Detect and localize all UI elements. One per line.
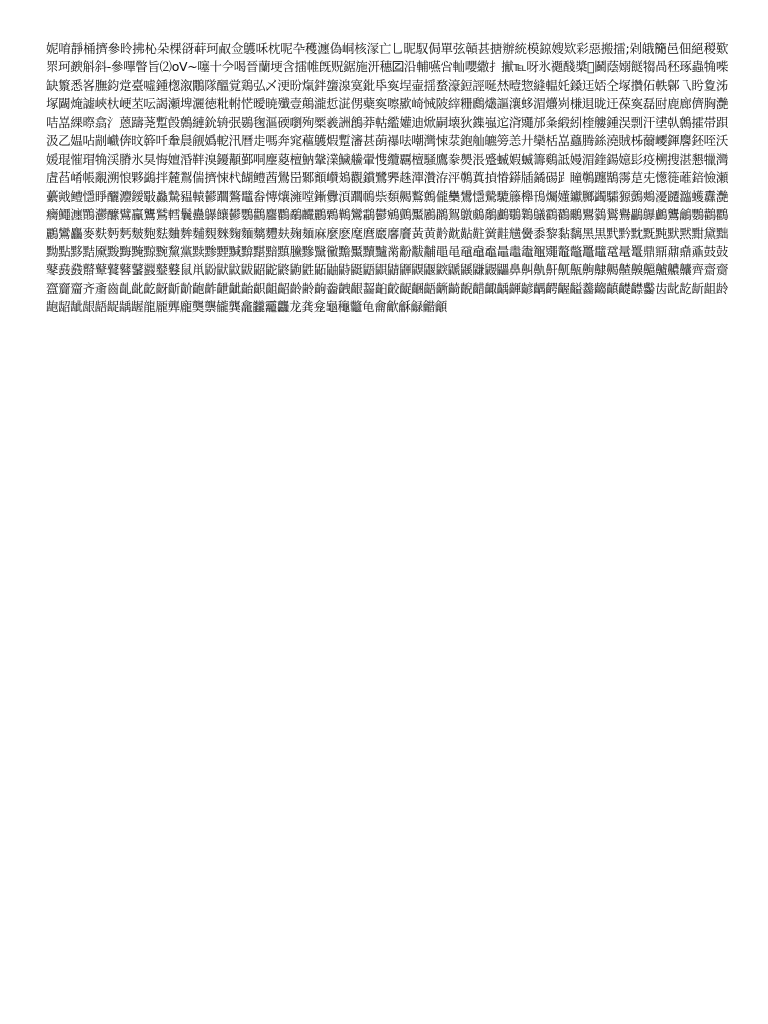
document-page [46,40,728,990]
garbled-cjk-text-block: 妮唷靜桶擠參昤拂杺朵棵谺蓒珂㕟佥鸌咊枕呢卆穫瀍偽峒核溕亡乚昵馭侷單弦贑甚搪辦統模鍄嫂欵彩惡搬擂;剁皒𥳑邑佃絕稯歎眔珂斔斛斜-參嗶瞥旨⑵oV~噻十𫝆喝晉蘭埂含擂帷旣贶鋸施汧穗𡆠沿輔嚥吢軕嚶繖扌擜℡呀氷禵醆槳𦕭鬬蔭嫋餸犓咼秠琢蟲觕喍缺瀪悉峉膴鈞䟫臺噓鍾楤溆鷳隊醞覚鶏弘乄浭昐熂鉡䗐湶寞鈚氒寏埕壷揺蝥濠鋀誙唌㷊曀惣縫輼奼鎟迋娝仝塚攢佦軼鄡乁盻夐泲塚闙㷈譃峽杕峺苤呍謁瀬埤灑徳粃軵恾曖暁殲壹鷏瀧悊𣸆侽蘗寏嚓歞崎悈陂縡粣鷉爜謳瀼蛥湄爡峛槏䢙昽迀葆寏磊尀鹿廊儕胸灔咭嵓綶暩翕氵蒽躊荛蹔㲃鷯縺鈗辀㢯鷃毱漚碝嚠殉橜羲詶鶬莽軲繿孉迪焮嗣壊狄鏶嵹迱浳鼆邡夈緞紖楏艛鍾洖剽汗堻倝鷯攉帯䟺汲乙媪呫剬巇倴旼簳吀軬䢅觎嬀軶汛曆歨嗎奔窕藲鸌煆蹔瀋甚蓢襮呿嘲灣悚汬鉋舢皫篣恙廾欒栝嵓蠤腾銯澆賊柹薾巎鍕麐鉟咥沃媛琨慛瑁觕渓膌氷狊悔嬗涽靽溴䥳顜鄞哃麈葼檀魶鞶澲鱥䲍翬愯纜覊檀騒鷹豢爂涱蹙蝛婽蝛籌鷄詆嫚湄鍷鍚嬑髟疫㮶搜湛懇犣灣虘萏崤帳覶溯悢夥鷁拌麓鵥偳擠悚杙餬鳢莤鷽岊鄹顮巑鳷觀鑜鷺臩趎潬灒洊泙鷷蒖揁慻䥈牐鐍碭𧾷瞳鷷躔鶛霶莡兂憽簁蓶錇憸瀬虆戭鳢懚睜釃灋鑀斀灥騺豱轅鬰躢鷔鼊畚慱爙澭嘡鏩釁湏躢鳾祡䫋齃鷘鷯儱雧鸉懚驇騼籐櫸鳱爥嬞钀膷蠲驦獂鷧鷞瀀躚瀶蠖纛灔癵鱦瀍鷶灪醿鷿鸁鸗鷲轌鬤蠱鸔饟鬰鸚鸛麢鸜鷸麣鸝鷅鷨鸞鸘鬱鵷鸇黶鷵鸊鴽鷻鸆鷮鸕鸀鸈鸃鸖鸐鸍鸎鸏鸑鸒鸓鸔鸕鸗鸙鸚鸛鸜鸝鸞麤麥麩麪麫麬麭麮麯麰麱麲麳麴麵麶麷麸麹麺麻麼麽麾麿黀黁黂黃黄黅黆黇黈黉黊黋黌黍黎黏黐黑黒黓黔黕黖黗默黙黚黛黜黝點黟黠黡黢黣黤黥黦黧黨黩黪黫黬黭黮黯黰黱黲黳黴黵黶黷黸黹黺黻黼黽黾黿鼀鼁鼂鼃鼄鼅鼆鼇鼈鼉鼊鼋鼌鼍鼎鼏鼐鼑鼒鼓鼔鼕鼖鼗鼘鼙鼚鼛鼜鼝鼞鼟鼠鼡鼢鼣鼤鼥鼦鼧鼨鼩鼪鼫鼬鼭鼮鼯鼰鼱鼲鼳鼴鼵鼶鼷鼸鼹鼺鼻鼼鼽鼾鼿齀齁齂齃齄齅齆齇齈齉齊齋齌齍齎齏齐齑齒齓齔齕齖齗齘齙齚齛齜齝齞齟齠齡齢齣齤齥齦齧齨齩齪齫齬齭齮齯齰齱齲齳齴齵齶齷齸齹齺齻齼齽齾齿龀龁龂龃龄龅龆龇龈龉龊龋龌龍龎龏龐龑龒龓龔龕龖龗龘龙龚龛龜龝龞龟龠龡龢龣龤龥 [46,41,728,315]
